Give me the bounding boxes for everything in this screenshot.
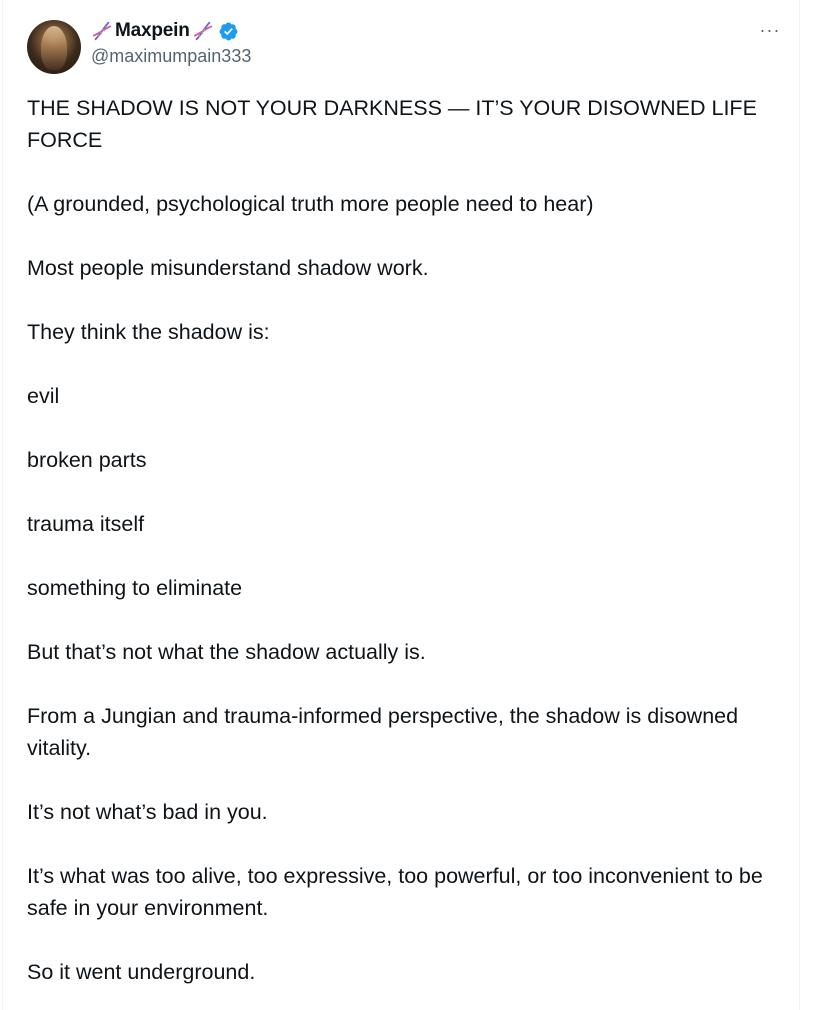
tweet-paragraph: broken parts xyxy=(27,448,147,472)
tweet-paragraph: trauma itself xyxy=(27,512,145,536)
dna-icon xyxy=(91,20,113,42)
avatar-figure xyxy=(41,26,67,70)
tweet-paragraph: THE SHADOW IS NOT YOUR DARKNESS — IT’S YOUR DISOWNED LIFE FORCE xyxy=(27,96,757,152)
tweet-text xyxy=(27,92,783,988)
tweet-paragraph: It’s what was too alive, too expressive, too powerful, or too inconvenient to be safe in your environment. xyxy=(27,864,763,920)
author-name-row[interactable] xyxy=(91,18,251,44)
dna-icon xyxy=(192,20,214,42)
tweet-card xyxy=(2,0,800,1010)
tweet-paragraph: It’s not what’s bad in you. xyxy=(27,800,268,824)
display-name[interactable]: Maxpein xyxy=(115,20,190,41)
tweet-paragraph: evil xyxy=(27,384,60,408)
tweet-paragraph: something to eliminate xyxy=(27,576,243,600)
verified-badge-icon xyxy=(218,21,239,42)
tweet-paragraph: They think the shadow is: xyxy=(27,320,270,344)
more-options-icon[interactable]: ··· xyxy=(759,19,781,40)
avatar[interactable] xyxy=(27,20,81,74)
tweet-header xyxy=(91,18,251,74)
author-handle[interactable]: @maximumpain333 xyxy=(91,46,252,66)
tweet-paragraph: So it went underground. xyxy=(27,960,256,984)
tweet-paragraph: But that’s not what the shadow actually is. xyxy=(27,640,426,664)
tweet-paragraph: From a Jungian and trauma-informed perspective, the shadow is disowned vitality. xyxy=(27,704,739,760)
tweet-paragraph: (A grounded, psychological truth more people need to hear) xyxy=(27,192,594,216)
tweet-paragraph: Most people misunderstand shadow work. xyxy=(27,256,429,280)
